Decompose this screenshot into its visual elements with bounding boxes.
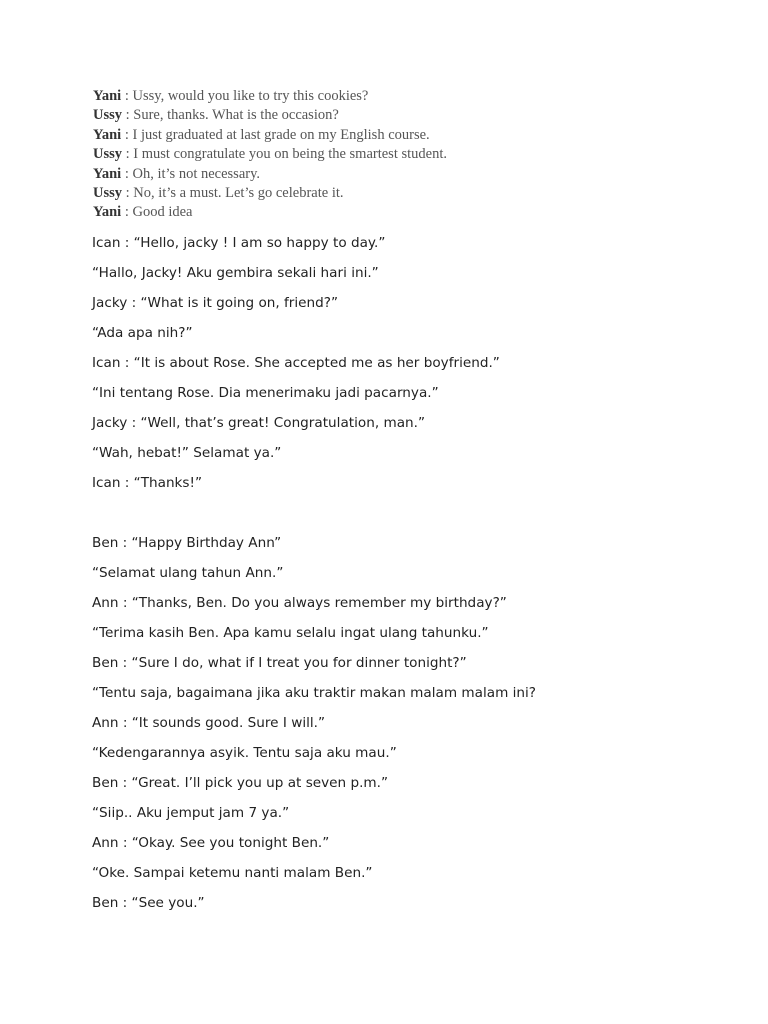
dialog-text: : Sure, thanks. What is the occasion?: [122, 107, 339, 124]
speaker-name: Ussy: [93, 185, 123, 202]
dialog-line: [93, 106, 693, 125]
dialog-line: [93, 184, 693, 203]
dialog-translation: “Siip.. Aku jemput jam 7 ya.”: [92, 805, 290, 821]
dialog-line: [93, 87, 693, 106]
dialog-line: [93, 165, 693, 184]
dialog-body: [92, 231, 732, 921]
dialog-line-ben-ann: Ben : “Sure I do, what if I treat you for dinner tonight?”: [92, 655, 467, 671]
dialog-translation: “Hallo, Jacky! Aku gembira sekali hari ini.”: [92, 265, 379, 281]
dialog-line-ican-jacky: Ican : “It is about Rose. She accepted me as her boyfriend.”: [92, 355, 500, 371]
dialog-line-ben-ann: Ben : “Happy Birthday Ann”: [92, 535, 282, 551]
dialog-line-ben-ann: Ben : “See you.”: [92, 895, 205, 911]
dialog-line-ican-jacky: Jacky : “What is it going on, friend?”: [92, 295, 339, 311]
dialog-translation: “Kedengarannya asyik. Tentu saja aku mau.”: [92, 745, 397, 761]
dialog-text: : Good idea: [121, 204, 193, 221]
dialog-yani-ussy: [93, 87, 693, 223]
dialog-translation: “Ada apa nih?”: [92, 325, 193, 341]
dialog-translation: “Tentu saja, bagaimana jika aku traktir makan malam malam ini?: [92, 685, 537, 701]
dialog-translation: “Ini tentang Rose. Dia menerimaku jadi pacarnya.”: [92, 385, 439, 401]
dialog-line-ben-ann: Ann : “It sounds good. Sure I will.”: [92, 715, 326, 731]
dialog-line-ican-jacky: Ican : “Hello, jacky ! I am so happy to day.”: [92, 235, 386, 251]
dialog-text: : No, it’s a must. Let’s go celebrate it.: [122, 185, 344, 202]
speaker-name: Yani: [93, 204, 122, 221]
dialog-line-ican-jacky: Ican : “Thanks!”: [92, 475, 203, 491]
dialog-line: [93, 126, 693, 145]
speaker-name: Yani: [93, 165, 122, 182]
speaker-name: Yani: [93, 88, 122, 104]
dialog-text: : I just graduated at last grade on my English course.: [121, 126, 430, 143]
dialog-line: [93, 203, 693, 222]
speaker-name: Ussy: [93, 107, 123, 124]
dialog-text: : I must congratulate you on being the smartest student.: [122, 146, 447, 163]
dialog-translation: “Selamat ulang tahun Ann.”: [92, 565, 284, 581]
dialog-translation: “Wah, hebat!” Selamat ya.”: [92, 445, 282, 461]
dialog-line: [93, 145, 693, 164]
dialog-text: : Ussy, would you like to try this cookies?: [121, 88, 369, 104]
dialog-translation: “Oke. Sampai ketemu nanti malam Ben.”: [92, 865, 373, 881]
dialog-text: : Oh, it’s not necessary.: [121, 165, 261, 182]
paragraph-gap: [92, 501, 732, 531]
dialog-line-ben-ann: Ann : “Thanks, Ben. Do you always remember my birthday?”: [92, 595, 507, 611]
dialog-translation: “Terima kasih Ben. Apa kamu selalu ingat ulang tahunku.”: [92, 625, 489, 641]
speaker-name: Yani: [93, 126, 122, 143]
dialog-line-ben-ann: Ann : “Okay. See you tonight Ben.”: [92, 835, 330, 851]
dialog-line-ican-jacky: Jacky : “Well, that’s great! Congratulation, man.”: [92, 415, 426, 431]
speaker-name: Ussy: [93, 146, 123, 163]
dialog-line-ben-ann: Ben : “Great. I’ll pick you up at seven p.m.”: [92, 775, 389, 791]
